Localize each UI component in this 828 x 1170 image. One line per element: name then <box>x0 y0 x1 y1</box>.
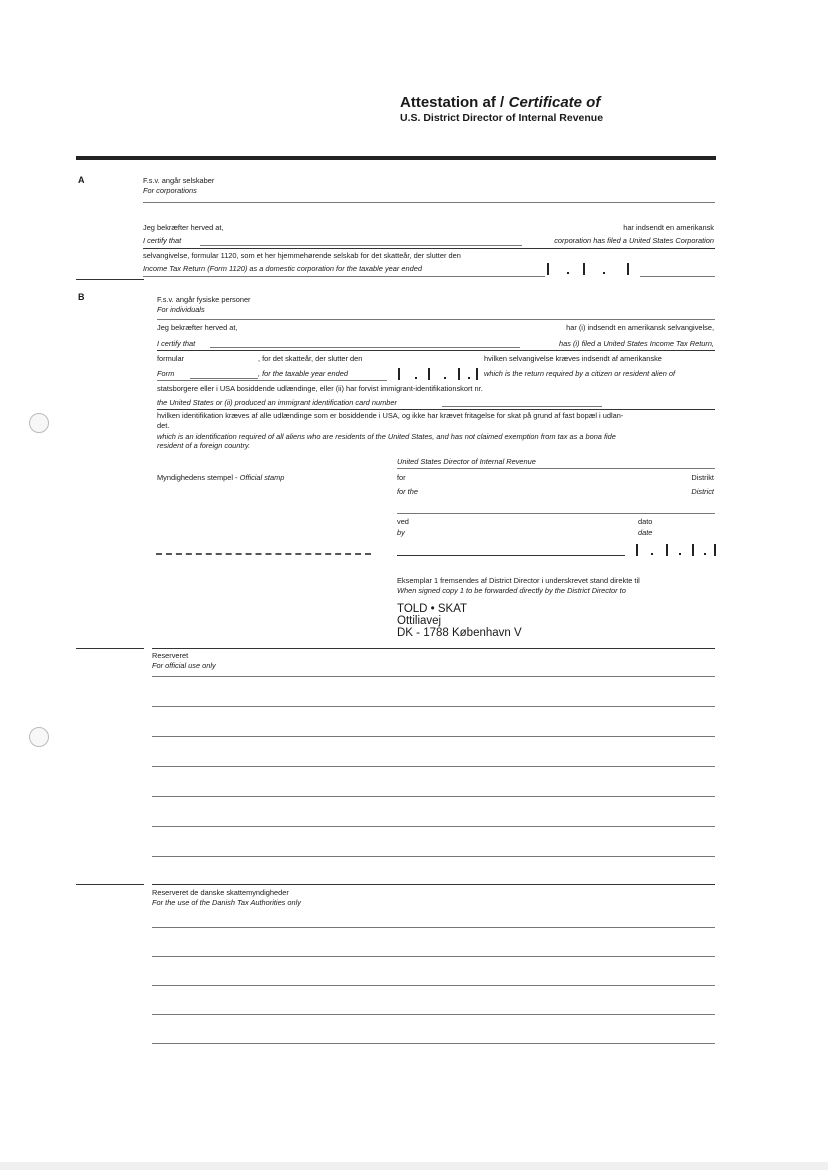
danish-use-line[interactable] <box>152 927 715 928</box>
section-a-letter: A <box>78 175 85 185</box>
danish-use-line[interactable] <box>152 1043 715 1044</box>
divider <box>152 648 715 649</box>
divider <box>157 350 715 351</box>
by-label-en: by <box>397 528 405 537</box>
forwarding-note-en: When signed copy 1 to be forwarded directly by the District Director to <box>397 586 626 595</box>
reserved-label: Reserveret <box>152 651 189 660</box>
section-divider <box>76 648 144 649</box>
header-rule <box>76 156 716 160</box>
signature-field[interactable] <box>397 555 625 556</box>
b-citizen-text: statsborgere eller i USA bosiddende udlændinge, eller (ii) har forvist immigrant-identifikationskort nr. <box>157 384 483 393</box>
director-label: United States Director of Internal Revenue <box>397 457 536 466</box>
section-a-heading: F.s.v. angår selskaber <box>143 176 215 185</box>
address-line-2: Ottiliavej <box>397 615 442 627</box>
official-use-line[interactable] <box>152 706 715 707</box>
b-filed-label: har (i) indsendt en amerikansk selvangivelse, <box>566 323 714 332</box>
b-filed-label-en: has (i) filed a United States Income Tax Return, <box>558 339 714 348</box>
a-name-field[interactable] <box>200 245 522 246</box>
page-title <box>400 94 600 112</box>
danish-reserved-label: Reserveret de danske skattemyndigheder <box>152 888 289 897</box>
official-use-line[interactable] <box>152 796 715 797</box>
a-year-field[interactable] <box>640 276 715 277</box>
b-name-field[interactable] <box>210 347 520 348</box>
district-field[interactable] <box>397 513 715 514</box>
title-danish: Attestation af / <box>400 94 505 111</box>
a-certify-label-en: I certify that <box>143 236 182 245</box>
divider <box>143 276 545 277</box>
district-label: Distrikt <box>691 473 714 482</box>
a-filed-label: har indsendt en amerikansk <box>623 223 714 232</box>
section-a-heading-en: For corporations <box>143 186 197 195</box>
date-label-en: date <box>638 528 653 537</box>
district-label-en: District <box>691 487 714 496</box>
address-line-1: TOLD • SKAT <box>397 603 468 615</box>
punch-hole-bottom <box>29 727 49 747</box>
b-identification-text-2: det. <box>157 421 170 430</box>
danish-use-line[interactable] <box>152 985 715 986</box>
divider <box>157 319 715 320</box>
section-divider <box>76 884 144 885</box>
date-label: dato <box>638 517 653 526</box>
b-card-number-field[interactable] <box>442 406 602 407</box>
section-b-heading: F.s.v. angår fysiske personer <box>157 295 251 304</box>
divider <box>157 380 387 381</box>
b-form-label: formular <box>157 354 185 363</box>
page-bottom-edge <box>0 1162 828 1170</box>
for-label-en: for the <box>397 487 418 496</box>
b-year-label: , for det skatteår, der slutter den <box>258 354 363 363</box>
official-use-line[interactable] <box>152 676 715 677</box>
danish-use-line[interactable] <box>152 1014 715 1015</box>
section-b-letter: B <box>78 292 85 302</box>
b-required-label-en: which is the return required by a citizen or resident alien of <box>484 369 676 378</box>
b-identification-text-en-2: resident of a foreign country. <box>157 441 251 450</box>
official-use-line[interactable] <box>152 766 715 767</box>
stamp-label-en: Official stamp <box>239 473 285 482</box>
forwarding-note: Eksemplar 1 fremsendes af District Director i underskrevet stand direkte til <box>397 576 640 585</box>
stamp-area-line <box>156 553 371 555</box>
stamp-label-da: Myndighedens stempel - <box>157 473 238 482</box>
a-certify-label: Jeg bekræfter herved at, <box>143 223 224 232</box>
punch-hole-top <box>29 413 49 433</box>
a-form-text: selvangivelse, formular 1120, som et her hjemmehørende selskab for det skatteår, der slutter den <box>143 251 461 260</box>
section-divider <box>76 279 144 280</box>
title-english: Certificate of <box>508 94 601 111</box>
danish-reserved-label-en: For the use of the Danish Tax Authorities only <box>152 898 301 907</box>
official-stamp-label <box>157 473 284 482</box>
official-use-line[interactable] <box>152 826 715 827</box>
section-b-heading-en: For individuals <box>157 305 205 314</box>
page-subtitle: U.S. District Director of Internal Revenue <box>400 112 604 124</box>
a-form-text-en: Income Tax Return (Form 1120) as a domestic corporation for the taxable year ended <box>143 264 422 273</box>
b-identification-text-en: which is an identification required of all aliens who are residents of the United States, and has not claimed exemption from tax as a bona fide <box>157 432 616 441</box>
a-filed-label-en: corporation has filed a United States Corporation <box>554 236 714 245</box>
official-use-line[interactable] <box>152 736 715 737</box>
reserved-label-en: For official use only <box>152 661 216 670</box>
b-citizen-text-en: the United States or (ii) produced an immigrant identification card number <box>157 398 397 407</box>
b-form-field[interactable] <box>190 378 258 379</box>
danish-use-line[interactable] <box>152 956 715 957</box>
divider <box>397 468 715 469</box>
divider <box>157 409 715 410</box>
b-identification-text: hvilken identifikation kræves af alle udlændinge som er bosiddende i USA, og ikke har krævet fritagelse for skat på grund af fast bopæl i udlan- <box>157 411 624 420</box>
b-certify-label: Jeg bekræfter herved at, <box>157 323 238 332</box>
for-label: for <box>397 473 406 482</box>
address-line-3: DK - 1788 København V <box>397 627 522 639</box>
divider <box>152 884 715 885</box>
b-required-label: hvilken selvangivelse kræves indsendt af amerikanske <box>484 354 662 363</box>
b-form-label-en: Form <box>157 369 175 378</box>
divider <box>143 248 715 249</box>
divider <box>143 202 715 203</box>
b-certify-label-en: I certify that <box>157 339 196 348</box>
b-year-label-en: , for the taxable year ended <box>258 369 348 378</box>
official-use-line[interactable] <box>152 856 715 857</box>
by-label: ved <box>397 517 409 526</box>
